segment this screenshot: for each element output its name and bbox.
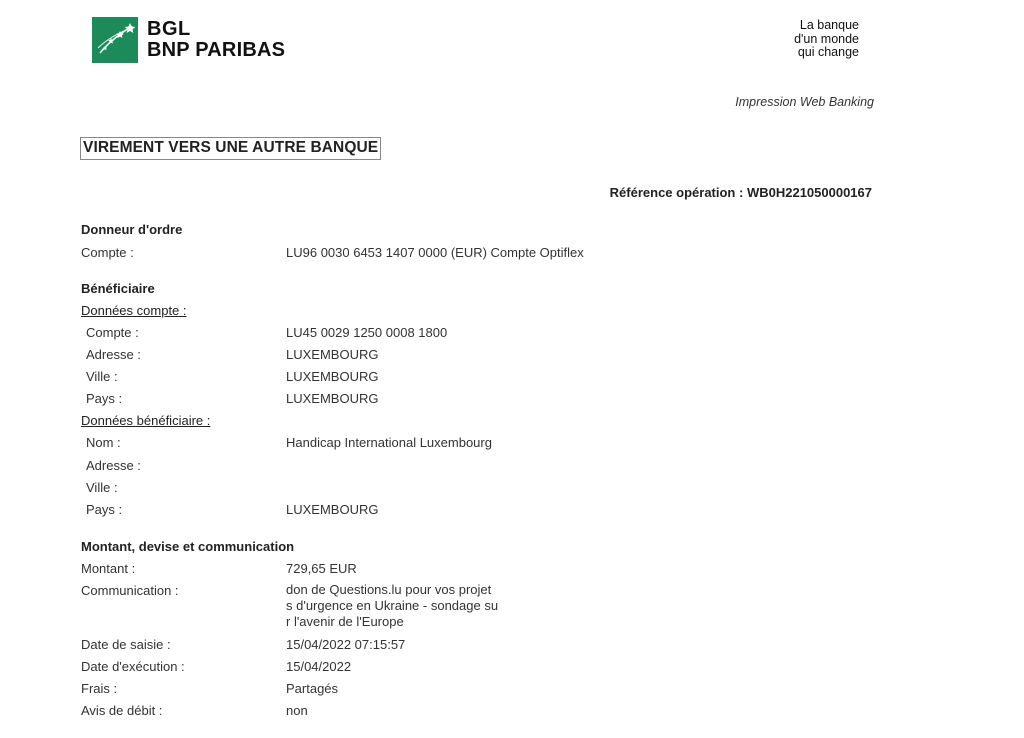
field-value: LUXEMBOURG xyxy=(286,391,379,406)
field-value: 15/04/2022 07:15:57 xyxy=(286,637,406,652)
reference-value: WB0H221050000167 xyxy=(746,185,872,200)
stars-flight-icon xyxy=(92,17,138,63)
brand-name xyxy=(147,19,285,61)
field-value: 15/04/2022 xyxy=(286,659,352,674)
communication-value xyxy=(286,582,498,630)
section-beneficiaire-heading: Bénéficiaire xyxy=(81,281,155,296)
subsection-donnees-compte: Données compte : xyxy=(81,303,187,318)
field-value: LUXEMBOURG xyxy=(286,369,379,384)
field-label: Compte : xyxy=(86,325,139,340)
section-montant-heading: Montant, devise et communication xyxy=(81,539,295,554)
field-value: Handicap International Luxembourg xyxy=(286,435,492,450)
field-label: Ville : xyxy=(86,480,118,495)
field-value: LUXEMBOURG xyxy=(286,347,379,362)
field-value: LU96 0030 6453 1407 0000 (EUR) Compte Optiflex xyxy=(286,245,584,260)
field-label: Adresse : xyxy=(86,347,141,362)
section-donneur-heading: Donneur d'ordre xyxy=(81,222,183,237)
field-label: Compte : xyxy=(81,245,134,260)
brand-line-1: BGL xyxy=(147,18,191,40)
field-label: Ville : xyxy=(86,369,118,384)
tagline xyxy=(760,19,859,60)
field-label: Communication : xyxy=(81,583,179,598)
field-label: Date de saisie : xyxy=(81,637,171,652)
field-value: LUXEMBOURG xyxy=(286,502,379,517)
tagline-line-1: La banque xyxy=(799,18,859,32)
page-title: VIREMENT VERS UNE AUTRE BANQUE xyxy=(80,137,381,160)
field-value: LU45 0029 1250 0008 1800 xyxy=(286,325,448,340)
brand-line-2: BNP PARIBAS xyxy=(147,39,286,61)
bank-logo xyxy=(92,17,285,63)
communication-line: r l'avenir de l'Europe xyxy=(286,614,404,629)
field-label: Adresse : xyxy=(86,458,141,473)
field-label: Avis de débit : xyxy=(81,703,163,718)
field-label: Date d'exécution : xyxy=(81,659,185,674)
field-value: Partagés xyxy=(286,681,339,696)
field-value: non xyxy=(286,703,308,718)
tagline-line-3: qui change xyxy=(797,45,859,59)
field-label: Nom : xyxy=(86,435,121,450)
field-value: 729,65 EUR xyxy=(286,561,357,576)
field-label: Pays : xyxy=(86,502,123,517)
subsection-donnees-beneficiaire: Données bénéficiaire : xyxy=(81,413,211,428)
tagline-line-2: d'un monde xyxy=(794,31,859,46)
field-label: Frais : xyxy=(81,681,118,696)
reference-label: Référence opération : xyxy=(609,185,744,200)
print-note: Impression Web Banking xyxy=(735,95,874,109)
field-label: Montant : xyxy=(81,561,136,576)
communication-line: don de Questions.lu pour vos projet xyxy=(286,582,492,597)
field-label: Pays : xyxy=(86,391,123,406)
communication-line: s d'urgence en Ukraine - sondage su xyxy=(286,598,499,613)
operation-reference xyxy=(610,185,872,200)
